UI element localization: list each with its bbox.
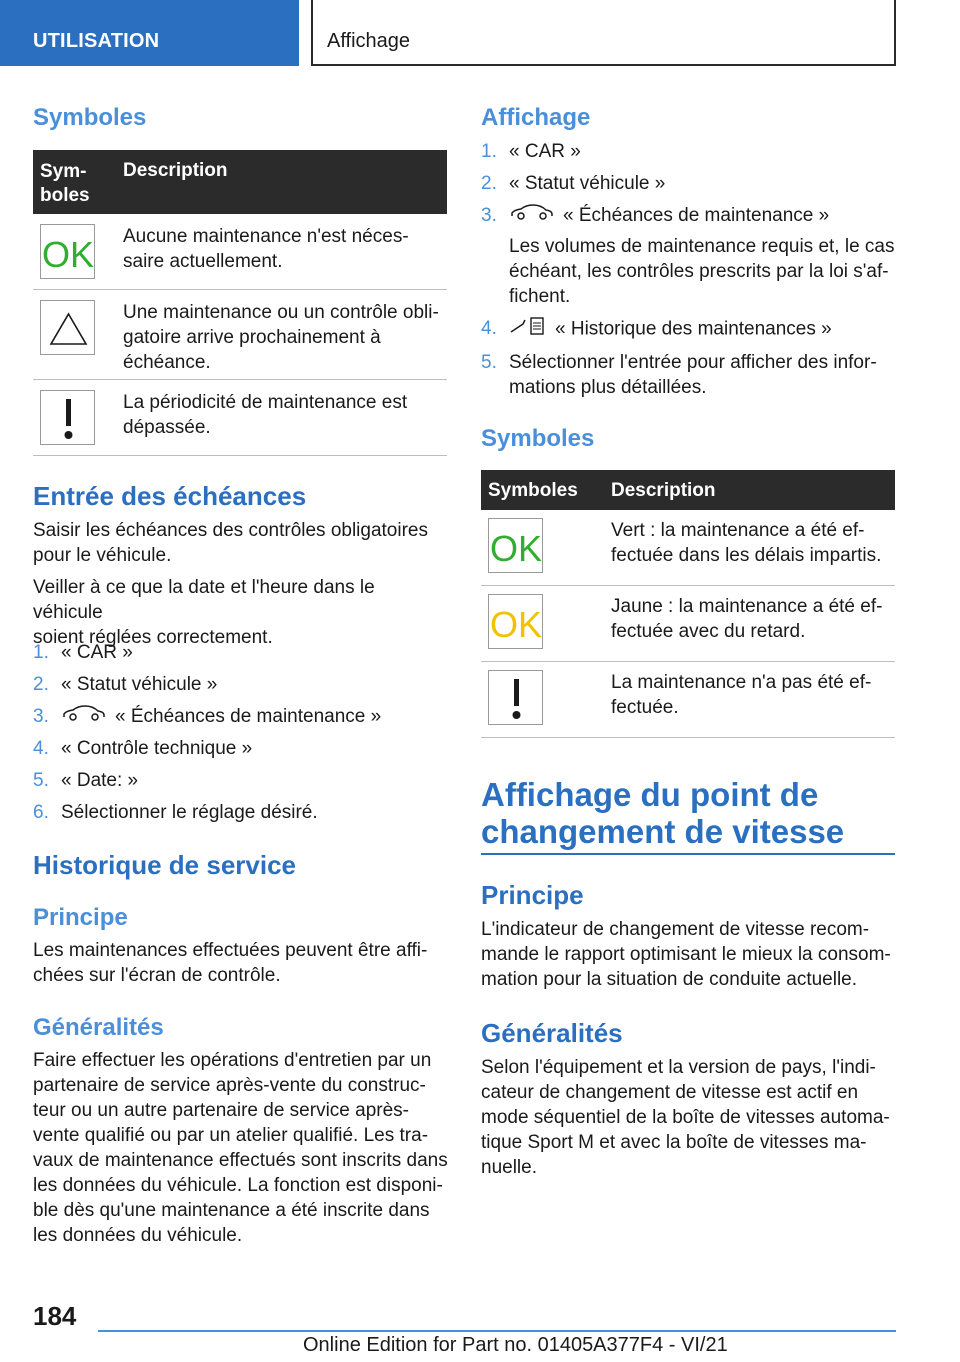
principle-text: L'indicateur de changement de vitesse recom- mande le rapport optimisant le mieux la consom- mation pour la situation de conduite actuelle. bbox=[481, 919, 891, 990]
table-row bbox=[33, 214, 447, 290]
principle-heading: Principe bbox=[33, 904, 128, 931]
col-description: Description bbox=[123, 160, 228, 181]
list-item: 5. « Date: » bbox=[33, 770, 139, 792]
general-heading: Généralités bbox=[481, 1018, 623, 1048]
section-title: UTILISATION bbox=[33, 30, 160, 52]
ok-yellow-icon bbox=[488, 594, 543, 649]
table-row bbox=[33, 380, 447, 456]
list-item: 2. « Statut véhicule » bbox=[481, 173, 666, 194]
list-item: 3. « Échéances de maintenance » bbox=[33, 704, 447, 729]
list-item: 5. Sélectionner l'entrée pour afficher des infor- mations plus détaillées. bbox=[481, 352, 877, 399]
list-item: 3. « Échéances de maintenance » Les volumes de maintenance requis et, le cas échéant, les contrôles prescrits par la loi s'af- fichent. bbox=[481, 203, 901, 309]
list-item: 1. « CAR » bbox=[481, 141, 581, 162]
symbols-table bbox=[481, 470, 895, 738]
service-history-icon bbox=[509, 316, 547, 343]
svg-text:OK: OK bbox=[41, 234, 95, 275]
chapter-title: Affichage bbox=[327, 30, 411, 52]
list-item: 2. « Statut véhicule » bbox=[33, 674, 218, 695]
col-description: Description bbox=[611, 480, 716, 501]
car-icon bbox=[61, 704, 107, 729]
svg-text:OK: OK bbox=[489, 528, 543, 569]
col-symbols: Symboles bbox=[488, 480, 578, 501]
table-row bbox=[481, 510, 895, 586]
display-steps-list bbox=[481, 139, 901, 407]
list-item: 4. « Historique des maintenances » bbox=[481, 316, 901, 343]
row-description: La maintenance n'a pas été ef- fectuée. bbox=[611, 672, 872, 718]
warning-triangle-icon bbox=[40, 300, 95, 355]
principle-heading: Principe bbox=[481, 880, 584, 910]
symbols-table bbox=[33, 150, 447, 456]
table-row bbox=[481, 662, 895, 738]
ok-green-icon bbox=[488, 518, 543, 573]
chapter-tab bbox=[311, 0, 896, 66]
entry-heading: Entrée des échéances bbox=[33, 481, 307, 511]
section-tab bbox=[0, 0, 299, 66]
row-description: Vert : la maintenance a été ef- fectuée dans les délais impartis. bbox=[611, 520, 882, 566]
list-item: 6. Sélectionner le réglage désiré. bbox=[33, 802, 318, 824]
general-heading: Généralités bbox=[33, 1014, 164, 1041]
symbols-heading: Symboles bbox=[481, 425, 595, 452]
list-item-detail: Les volumes de maintenance requis et, le cas échéant, les contrôles prescrits par la loi s'af- fichent. bbox=[509, 236, 895, 308]
row-description: Une maintenance ou un contrôle obli- gatoire arrive prochainement à échéance. bbox=[123, 302, 439, 373]
entry-steps-list bbox=[33, 640, 447, 832]
row-description: Aucune maintenance n'est néces- saire actuellement. bbox=[123, 226, 409, 272]
entry-paragraph-2: Veiller à ce que la date et l'heure dans le véhicule soient réglées correctement. bbox=[33, 577, 375, 648]
page-number: 184 bbox=[33, 1301, 77, 1331]
footer-edition: Online Edition for Part no. 01405A377F4 - VI/21 bbox=[303, 1334, 728, 1356]
display-heading: Affichage bbox=[481, 104, 591, 131]
entry-paragraph-1: Saisir les échéances des contrôles obligatoires pour le véhicule. bbox=[33, 520, 428, 566]
col-symbols: Sym- boles bbox=[40, 161, 90, 206]
shift-indicator-heading: Affichage du point de changement de vitesse bbox=[481, 776, 845, 850]
list-item: 1. « CAR » bbox=[33, 642, 133, 663]
list-item: 4. « Contrôle technique » bbox=[33, 738, 253, 760]
svg-text:OK: OK bbox=[489, 604, 543, 645]
history-heading: Historique de service bbox=[33, 850, 296, 880]
principle-text: Les maintenances effectuées peuvent être affi- chées sur l'écran de contrôle. bbox=[33, 940, 428, 986]
table-row bbox=[481, 586, 895, 662]
table-header bbox=[33, 150, 447, 214]
exclamation-icon bbox=[40, 390, 95, 445]
car-icon bbox=[509, 203, 555, 228]
table-row bbox=[33, 290, 447, 380]
row-description: Jaune : la maintenance a été ef- fectuée avec du retard. bbox=[611, 596, 883, 642]
heading-rule bbox=[481, 853, 895, 855]
general-text: Faire effectuer les opérations d'entretien par un partenaire de service après-vente du construc- teur ou un autre partenaire de service après- vente qualifié ou par un atelier qualifié. Les tra- vaux de maintenance effectués sont inscrits dans les données du véhicule. La fonction est disponi- ble dès qu'une maintenance a été inscrite dans les données du véhicule. bbox=[33, 1050, 448, 1246]
general-text: Selon l'équipement et la version de pays, l'indi- cateur de changement de vitesse est actif en mode séquentiel de la boîte de vitesses automa- tique Sport M et avec la boîte de vitesses ma- nuelle. bbox=[481, 1057, 890, 1178]
ok-green-icon bbox=[40, 224, 95, 279]
row-description: La périodicité de maintenance est dépassée. bbox=[123, 392, 408, 438]
symbols-heading: Symboles bbox=[33, 104, 147, 131]
table-header bbox=[481, 470, 895, 510]
exclamation-icon bbox=[488, 670, 543, 725]
footer-rule bbox=[98, 1330, 896, 1332]
